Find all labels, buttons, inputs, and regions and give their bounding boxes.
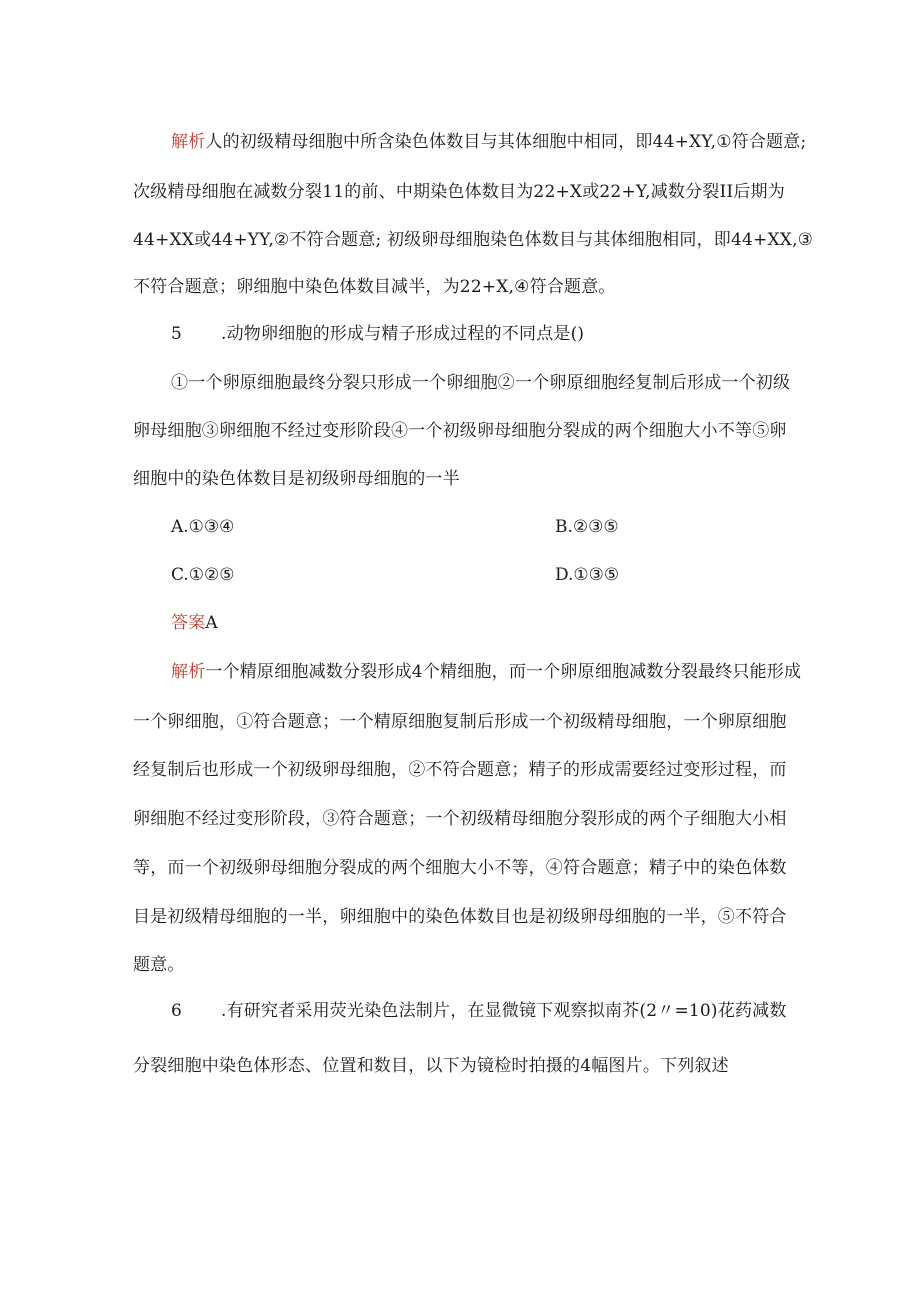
- q5-number: 5: [171, 324, 183, 344]
- analysis4-line-4: 不符合题意；卵细胞中染色体数目减半，为22+X,④符合题意。: [133, 277, 616, 297]
- q5-analysis-line-1: [171, 661, 801, 683]
- q5-analysis-text: 一个精原细胞减数分裂形成4个精细胞，而一个卵原细胞减数分裂最终只能形成: [205, 662, 802, 682]
- q5-analysis-label: 解析: [171, 662, 206, 682]
- q5-option-b[interactable]: B.②③⑤: [555, 517, 619, 537]
- q5-stem: .动物卵细胞的形成与精子形成过程的不同点是(): [221, 324, 585, 344]
- q6-body-line-1: 分裂细胞中染色体形态、位置和数目，以下为镜检时拍摄的4幅图片。下列叙述: [133, 1056, 729, 1076]
- q5-body-line-3: 细胞中的染色体数目是初级卵母细胞的一半: [133, 469, 460, 489]
- q5-body-line-1: ①一个卵原细胞最终分裂只形成一个卵细胞②一个卵原细胞经复制后形成一个初级: [171, 373, 791, 393]
- q5-analysis-line-3: 经复制后也形成一个初级卵母细胞，②不符合题意；精子的形成需要经过变形过程，而: [133, 760, 787, 780]
- analysis4-line-3: 44+XX或44+YY,②不符合题意; 初级卵母细胞染色体数目与其体细胞相同，即44+XX,③: [133, 230, 814, 250]
- q5-analysis-line-5: 等，而一个初级卵母细胞分裂成的两个细胞大小不等，④符合题意；精子中的染色体数: [133, 858, 787, 878]
- q5-stem-line: [171, 323, 584, 345]
- analysis4-line-1: [171, 131, 806, 153]
- q5-analysis-line-2: 一个卵细胞，①符合题意；一个精原细胞复制后形成一个初级精母细胞，一个卵原细胞: [133, 712, 787, 732]
- q5-analysis-line-7: 题意。: [133, 955, 185, 975]
- q5-answer-label: 答案: [171, 613, 206, 633]
- q5-option-a[interactable]: A.①③④: [171, 517, 235, 537]
- q6-stem: .有研究者采用荧光染色法制片，在显微镜下观察拟南芥(2〃=10)花药减数: [221, 1001, 787, 1021]
- q5-option-d[interactable]: D.①③⑤: [555, 565, 620, 585]
- q6-stem-line: [171, 1000, 787, 1022]
- q5-answer-line: [171, 612, 218, 634]
- q5-option-c[interactable]: C.①②⑤: [171, 565, 235, 585]
- analysis4-line-2: 次级精母细胞在减数分裂11的前、中期染色体数目为22+X或22+Y,减数分裂II后期为: [133, 182, 785, 202]
- analysis4-text: 人的初级精母细胞中所含染色体数目与其体细胞中相同，即44+XY,①符合题意;: [205, 132, 807, 152]
- q5-body-line-2: 卵母细胞③卵细胞不经过变形阶段④一个初级卵母细胞分裂成的两个细胞大小不等⑤卵: [133, 421, 787, 441]
- q5-answer: A: [205, 613, 218, 633]
- analysis4-label: 解析: [171, 132, 206, 152]
- q6-number: 6: [171, 1001, 183, 1021]
- q5-analysis-line-6: 目是初级精母细胞的一半，卵细胞中的染色体数目也是初级卵母细胞的一半，⑤不符合: [133, 907, 787, 927]
- q5-analysis-line-4: 卵细胞不经过变形阶段，③符合题意；一个初级精母细胞分裂形成的两个子细胞大小相: [133, 809, 787, 829]
